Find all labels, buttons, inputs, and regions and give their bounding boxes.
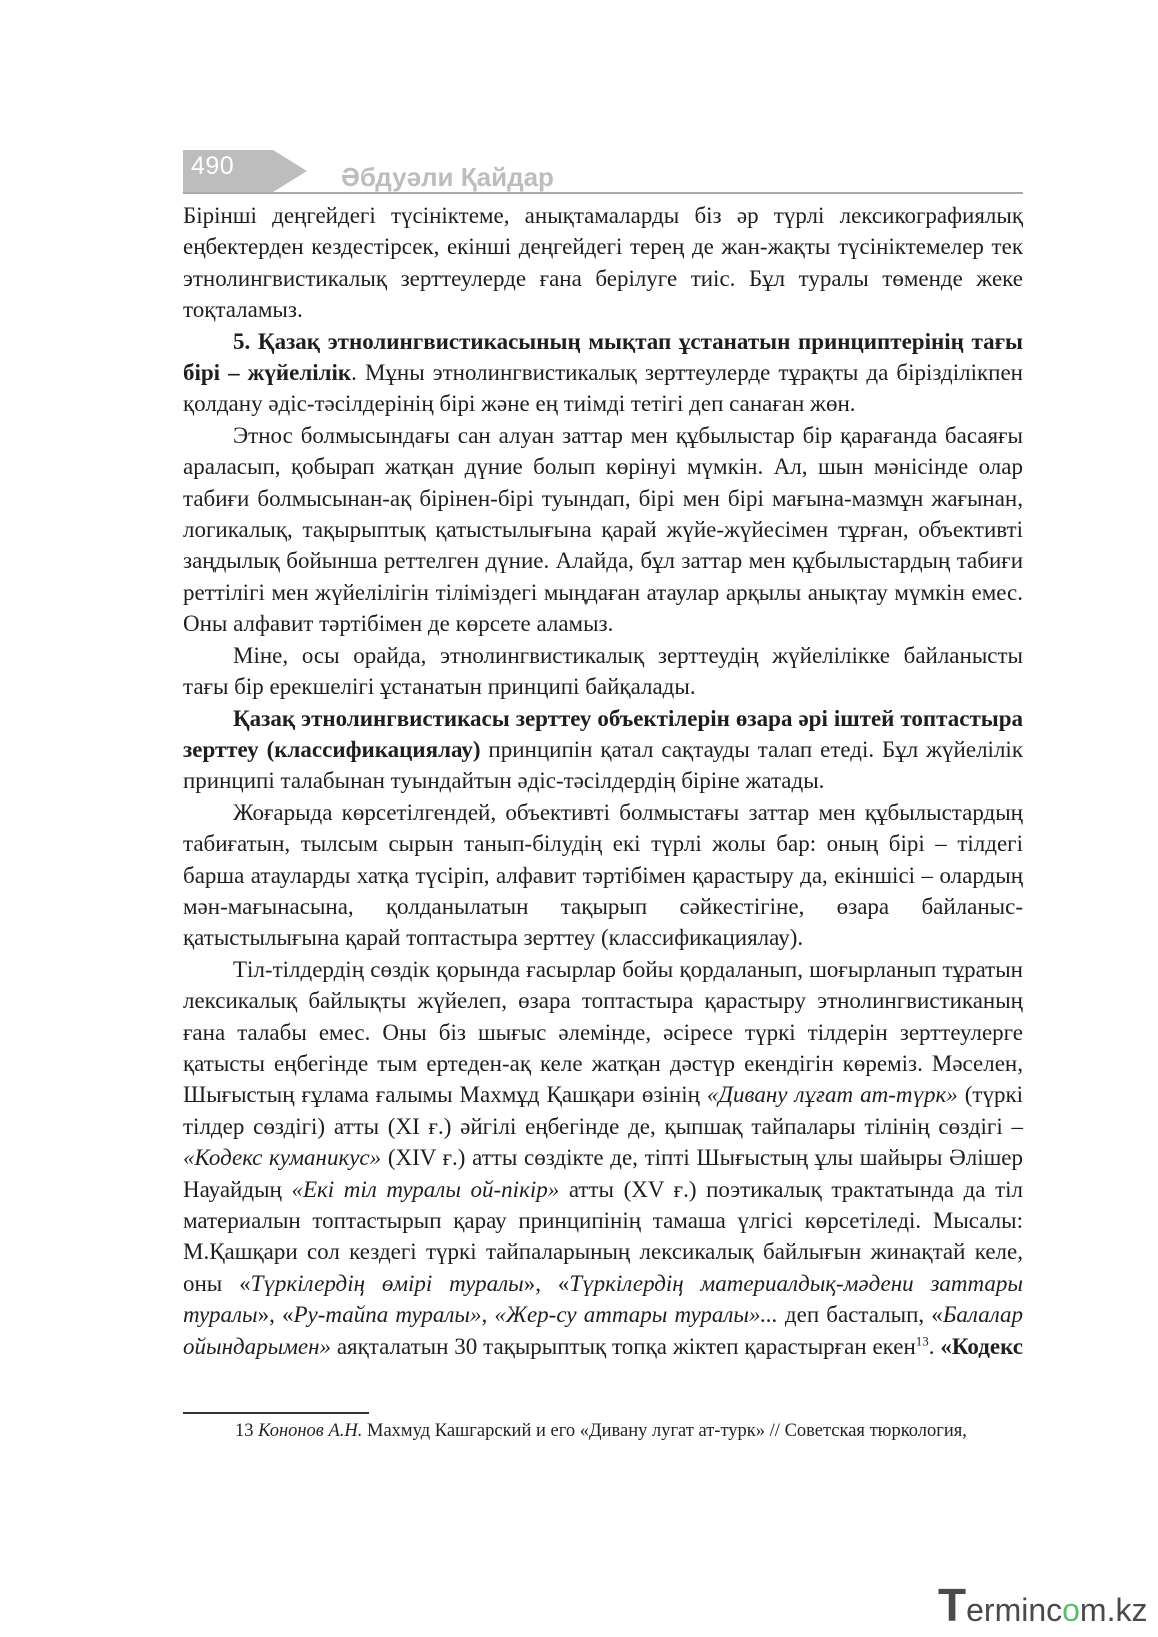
watermark-part2: m.kz xyxy=(1079,1592,1148,1628)
running-header xyxy=(183,150,1023,196)
paragraph-5-text: принципін қатал сақтауды талап етеді. Бұл жүйелілік принципі талабынан туындайтын әдіс-тәсілдердің біріне жатады. xyxy=(183,736,1023,794)
footnote-number: 13 xyxy=(235,1421,254,1441)
paragraph-2-text: . Мұны этнолингвистикалық зерттеулерде тұрақты да бірізділікпен қолдану әдіс-тәсілдерінің бірі және ең тиімді тетігі деп санаған жөн. xyxy=(183,360,1023,417)
paragraph-7-bold-end: «Кодекс xyxy=(940,1333,1023,1359)
termincom-watermark xyxy=(938,1578,1147,1632)
watermark-letter: T xyxy=(938,1579,967,1631)
paragraph-7-text-f: », « xyxy=(257,1302,294,1328)
paragraph-7-text-h: аяқталатын 30 тақырыптық топқа жіктеп қарастырған екен xyxy=(331,1333,916,1359)
footnote-rule xyxy=(183,1412,369,1414)
running-author: Әбдуәли Қайдар xyxy=(341,162,554,192)
watermark-part1: erminc xyxy=(966,1592,1063,1628)
watermark-dot: о xyxy=(1062,1592,1080,1628)
paragraph-7-text-end: . xyxy=(928,1333,941,1359)
paragraph-7-italic-2: «Кодекс куманикус» xyxy=(183,1145,382,1171)
paragraph-1: Бірінші деңгейдегі түсініктеме, анықтамаларды біз әр түрлі лексикографиялық еңбектерден кездестірсек, екінші деңгейдегі терең де жан-жақты түсініктемелер тек этнолингвистикалық зерттеулерде ғана берілуге тиіс. Бұл туралы төменде жеке тоқталамыз. xyxy=(183,203,1023,323)
footnote xyxy=(235,1419,1025,1443)
paragraph-7-italic-3: «Екі тіл туралы ой-пікір» xyxy=(291,1176,560,1202)
page-number: 490 xyxy=(191,152,235,180)
paragraph-7-text-e: », « xyxy=(523,1270,570,1296)
paragraph-7-text-a: Тіл-тілдердің сөздік қорында ғасырлар бойы қордаланып, шоғырланып тұратын лексикалық байлықты жүйелеп, өзара топтастыра қарастыру этнолингвистиканың ғана талабы емес. Оны біз шығыс әлемінде, әсіресе түркі тілдерін зерттеулерге қатысты еңбегінде тым ертеден-ақ келе жатқан дәстүр екендігін көреміз. Мәселен, Шығыстың ғұлама ғалымы Махмұд Қашқари өзінің xyxy=(183,956,1023,1108)
paragraph-4: Міне, осы орайда, этнолингвистикалық зерттеудің жүйелілікке байланысты тағы бір ерекшелігі ұстанатын принципі байқалады. xyxy=(183,642,1023,700)
paragraph-7-text-d: атты (XV ғ.) поэтикалық трактатында да тіл материалын топтастырып қарау принципінің тамаша үлгісі көрсетіледі. Мысалы: М.Қашқари сол кездегі түркі тайпаларының лексикалық байлығын жинақтай келе, оны « xyxy=(183,1176,1023,1296)
page-tab-arrow xyxy=(273,150,307,192)
paragraph-7-text-b: (түркі тілдер сөздігі) атты (XI ғ.) әйгілі еңбегінде де, қыпшақ тайпалары тілінің сөздігі – xyxy=(183,1082,1024,1139)
paragraph-7 xyxy=(183,954,1023,1362)
footnote-author: Кононов А.Н. xyxy=(258,1421,363,1441)
paragraph-6: Жоғарыда көрсетілгендей, объективті болмыстағы заттар мен құбылыстардың табиғатын, тылсым сырын танып-білудің екі түрлі жолы бар: оның бірі – тілдегі барша атауларды хатқа түсіріп, алфавит тәртібімен қарастыру да, екіншісі – олардың мән-мағынасына, қолданылатын тақырып сәйкестігіне, өзара байланыс-қатыстылығына қарай топтастыра зерттеу (классификациялау). xyxy=(183,799,1023,951)
paragraph-7-text-c: (XIV ғ.) атты сөздікте де, тіпті Шығыстың ұлы шайыры Әлішер Науайдың xyxy=(183,1145,1024,1202)
paragraph-7-italic-1: «Дивану лұғат ат-түрк» xyxy=(706,1082,958,1108)
footnote-ref[interactable]: 13 xyxy=(915,1332,929,1348)
paragraph-5-bold: Қазақ этнолингвистикасы зерттеу объектілерін өзара әрі іштей топтастыра зерттеу (классификациялау) xyxy=(183,705,1023,762)
paragraph-2 xyxy=(183,326,1023,420)
body-text xyxy=(183,200,1023,1362)
paragraph-7-italic-6: Ру-тайпа туралы», «Жер-су аттары туралы»... xyxy=(293,1302,778,1328)
paragraph-7-italic-7: Балалар ойындарымен» xyxy=(183,1302,1023,1359)
paragraph-7-italic-5: Түркілердің материалдық-мәдени заттары туралы xyxy=(183,1270,1024,1328)
paragraph-2-bold: 5. Қазақ этнолингвистикасының мықтап ұстанатын принциптерінің тағы бірі – жүйелілік xyxy=(183,328,1023,386)
footnote-text: Махмуд Кашгарский и его «Дивану лугат ат-турк» // Советская тюркология, xyxy=(362,1421,967,1441)
paragraph-7-italic-4: Түркілердің өмірі туралы xyxy=(250,1270,524,1296)
header-rule xyxy=(183,192,1023,194)
paragraph-7-text-g: деп басталып, « xyxy=(777,1302,943,1328)
paragraph-5 xyxy=(183,703,1023,797)
paragraph-3: Этнос болмысындағы сан алуан заттар мен құбылыстар бір қарағанда басаяғы араласып, қобырап жатқан дүние болып көрінуі мүмкін. Ал, шын мәнісінде олар табиғи болмысынан-ақ бірінен-бірі туындап, бірі мен бірі мағына-мазмұн жағынан, логикалық, тақырыптық қатыстылығына қарай жүйе-жүйесімен тұрған, объективті заңдылық бойынша реттелген дүние. Алайда, бұл заттар мен құбылыстардың табиғи реттілігі мен жүйелілігін тіліміздегі мыңдаған атаулар арқылы анықтау мүмкін емес. Оны алфавит тәртібімен де көрсете аламыз. xyxy=(183,422,1023,637)
